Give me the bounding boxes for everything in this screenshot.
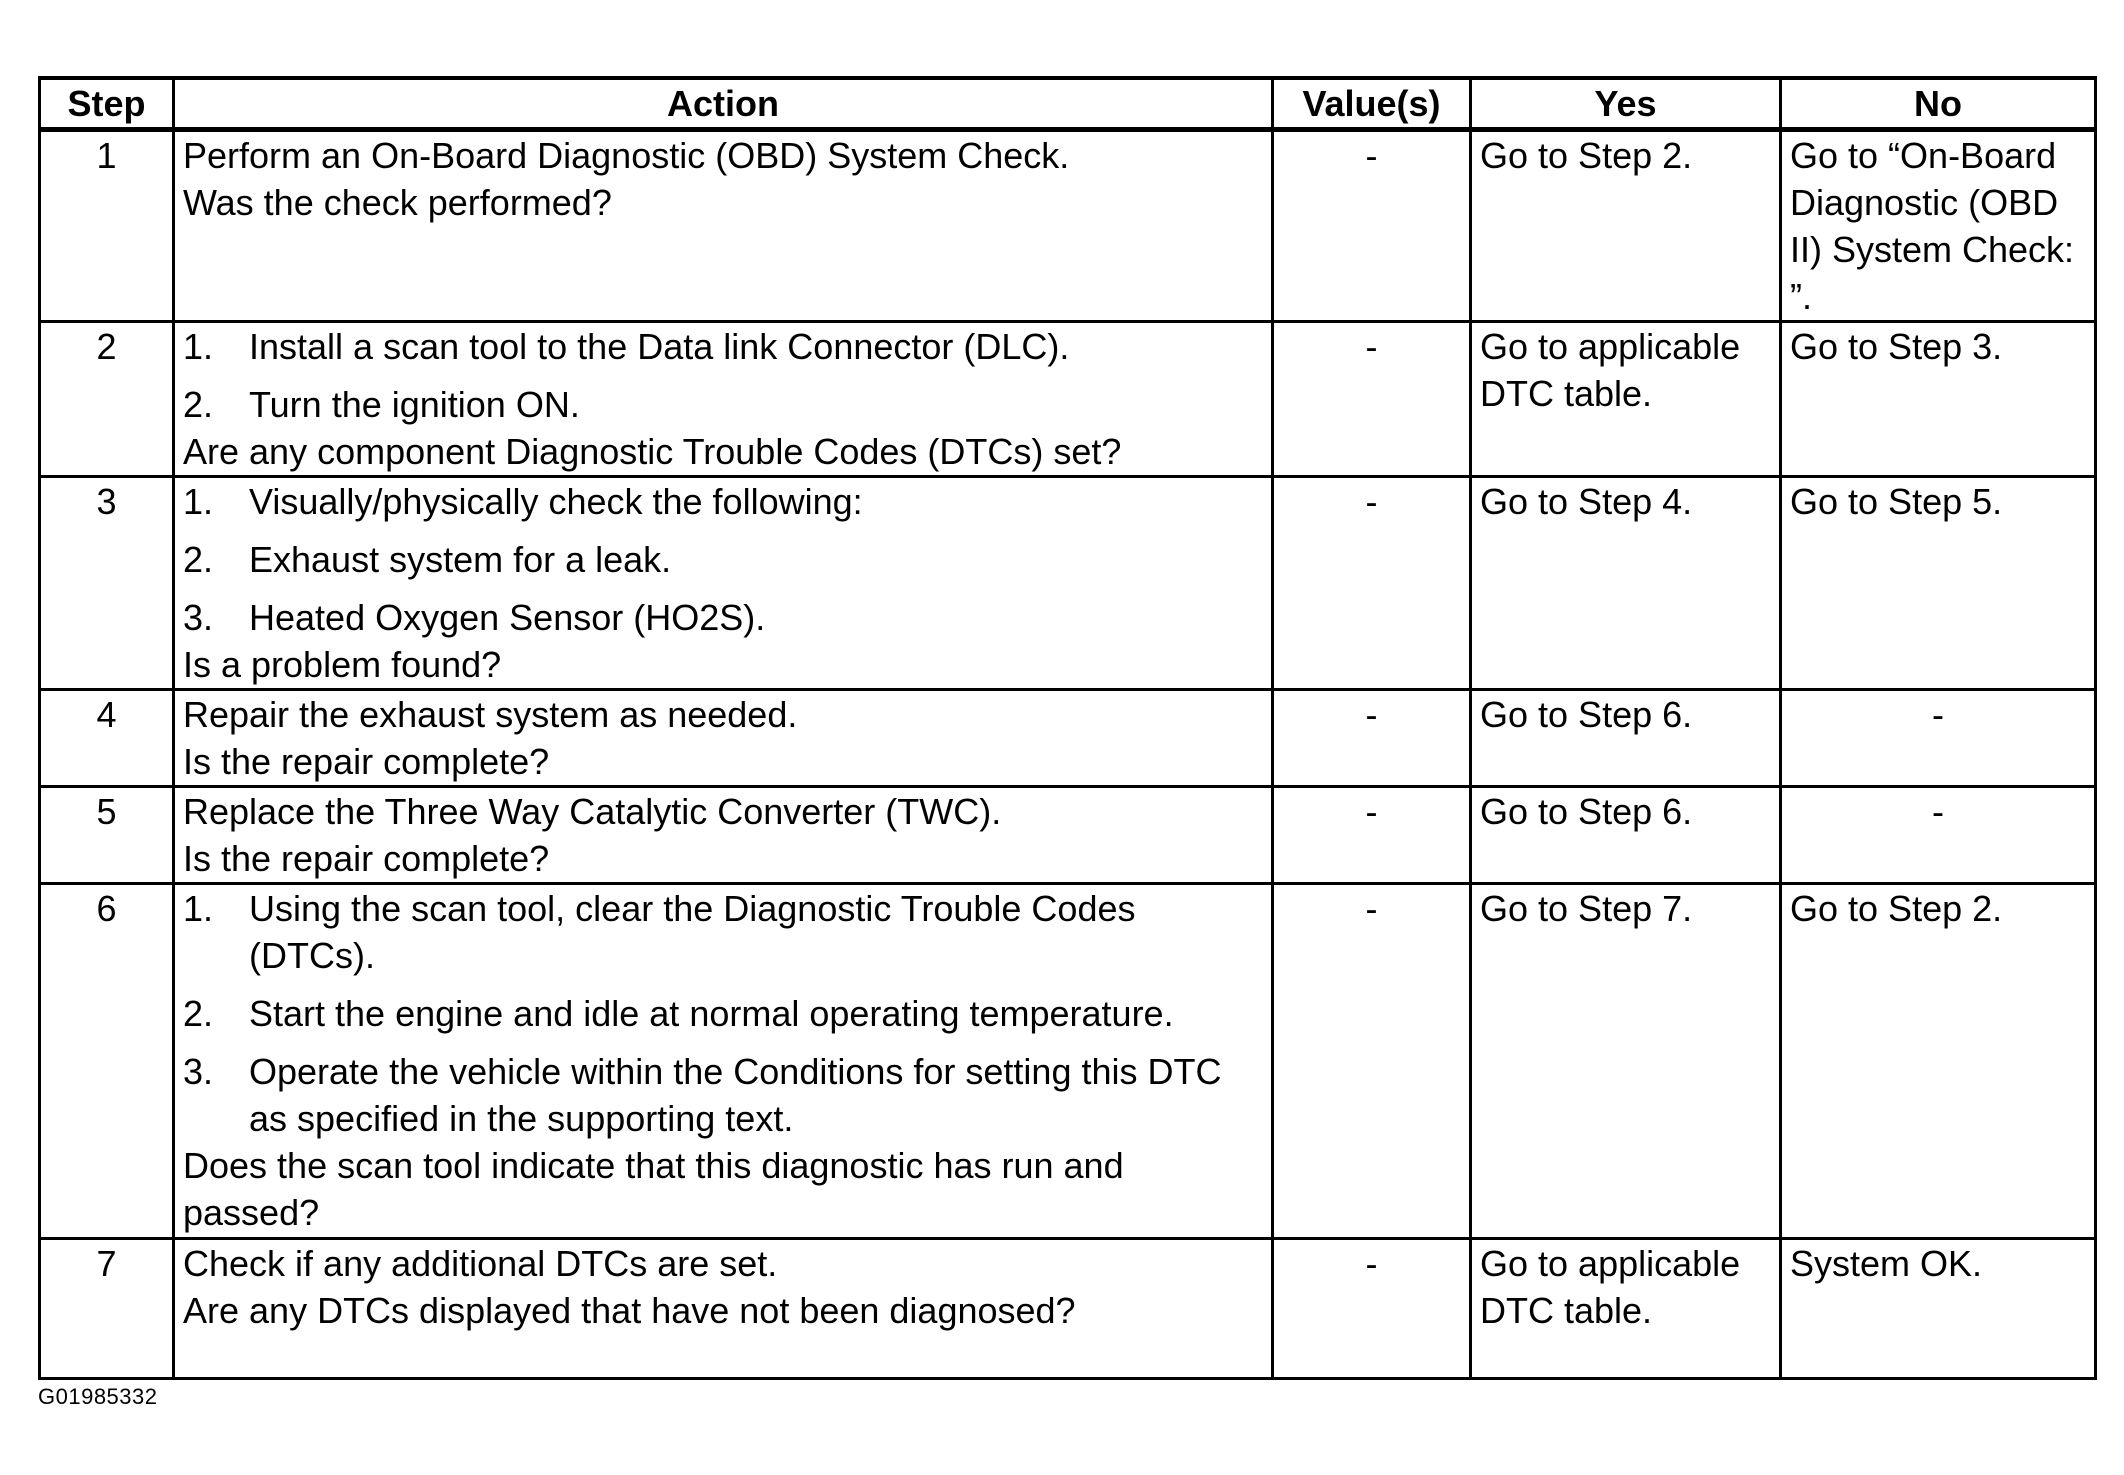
no-cell: Go to Step 2. [1781, 884, 2096, 1239]
table-header-row [40, 78, 2096, 130]
list-number: 1. [183, 888, 214, 929]
header-no: No [1781, 78, 2096, 130]
list-number: 1. [183, 481, 214, 522]
yes-cell: Go to applicable DTC table. [1471, 1239, 1781, 1379]
action-text: Perform an On-Board Diagnostic (OBD) System Check. [183, 135, 1070, 176]
yes-cell: Go to Step 6. [1471, 787, 1781, 884]
step-number: 4 [40, 690, 174, 787]
action-list-item [183, 885, 1263, 979]
list-text: Heated Oxygen Sensor (HO2S). [249, 597, 766, 638]
table-row [40, 1239, 2096, 1379]
step-number: 2 [40, 322, 174, 477]
table-row [40, 787, 2096, 884]
action-list-item [183, 323, 1263, 370]
list-text: Start the engine and idle at normal operating temperature. [249, 993, 1174, 1034]
yes-cell: Go to Step 2. [1471, 130, 1781, 322]
action-question: Is the repair complete? [183, 838, 550, 879]
list-text: Install a scan tool to the Data link Connector (DLC). [249, 326, 1070, 367]
value-cell: - [1273, 884, 1471, 1239]
list-text: Exhaust system for a leak. [249, 539, 672, 580]
action-list-item [183, 536, 1263, 583]
list-text: Using the scan tool, clear the Diagnostic Trouble Codes (DTCs). [249, 888, 1136, 976]
step-number: 5 [40, 787, 174, 884]
action-question: Is the repair complete? [183, 741, 550, 782]
action-cell [174, 130, 1273, 322]
table-row [40, 322, 2096, 477]
action-question: Does the scan tool indicate that this diagnostic has run and passed? [183, 1145, 1124, 1233]
table-row [40, 477, 2096, 690]
list-text: Turn the ignition ON. [249, 384, 580, 425]
list-number: 3. [183, 1051, 214, 1092]
no-cell: Go to Step 5. [1781, 477, 2096, 690]
action-question: Was the check performed? [183, 182, 612, 223]
yes-cell: Go to Step 7. [1471, 884, 1781, 1239]
action-text: Replace the Three Way Catalytic Converter (TWC). [183, 791, 1002, 832]
step-number: 1 [40, 130, 174, 322]
action-text: Check if any additional DTCs are set. [183, 1243, 778, 1284]
header-step: Step [40, 78, 174, 130]
no-cell: - [1781, 690, 2096, 787]
header-values: Value(s) [1273, 78, 1471, 130]
action-list-item [183, 594, 1263, 641]
yes-cell: Go to Step 6. [1471, 690, 1781, 787]
list-number: 2. [183, 539, 214, 580]
action-cell [174, 322, 1273, 477]
list-number: 3. [183, 597, 214, 638]
action-cell [174, 884, 1273, 1239]
diagnostic-table [38, 76, 2097, 1380]
action-cell [174, 1239, 1273, 1379]
list-number: 1. [183, 326, 214, 367]
value-cell: - [1273, 690, 1471, 787]
list-text: Visually/physically check the following: [249, 481, 863, 522]
step-number: 3 [40, 477, 174, 690]
value-cell: - [1273, 322, 1471, 477]
step-number: 6 [40, 884, 174, 1239]
action-question: Are any component Diagnostic Trouble Codes (DTCs) set? [183, 431, 1122, 472]
value-cell: - [1273, 1239, 1471, 1379]
action-text: Repair the exhaust system as needed. [183, 694, 798, 735]
value-cell: - [1273, 130, 1471, 322]
list-text: Operate the vehicle within the Conditions for setting this DTC as specified in the supporting text. [249, 1051, 1222, 1139]
action-list-item [183, 1048, 1263, 1142]
action-list-item [183, 381, 1263, 428]
yes-cell: Go to applicable DTC table. [1471, 322, 1781, 477]
no-cell: - [1781, 787, 2096, 884]
no-cell: Go to Step 3. [1781, 322, 2096, 477]
header-action: Action [174, 78, 1273, 130]
value-cell: - [1273, 477, 1471, 690]
header-yes: Yes [1471, 78, 1781, 130]
action-list-item [183, 990, 1263, 1037]
no-cell: Go to “On-Board Diagnostic (OBD II) System Check: ”. [1781, 130, 2096, 322]
no-cell: System OK. [1781, 1239, 2096, 1379]
action-cell [174, 690, 1273, 787]
list-number: 2. [183, 384, 214, 425]
action-list-item [183, 478, 1263, 525]
yes-cell: Go to Step 4. [1471, 477, 1781, 690]
table-row [40, 690, 2096, 787]
action-cell [174, 477, 1273, 690]
value-cell: - [1273, 787, 1471, 884]
table-row [40, 130, 2096, 322]
list-number: 2. [183, 993, 214, 1034]
step-number: 7 [40, 1239, 174, 1379]
action-cell [174, 787, 1273, 884]
action-question: Are any DTCs displayed that have not been diagnosed? [183, 1290, 1076, 1331]
action-question: Is a problem found? [183, 644, 502, 685]
table-row [40, 884, 2096, 1239]
figure-id: G01985332 [38, 1384, 158, 1409]
